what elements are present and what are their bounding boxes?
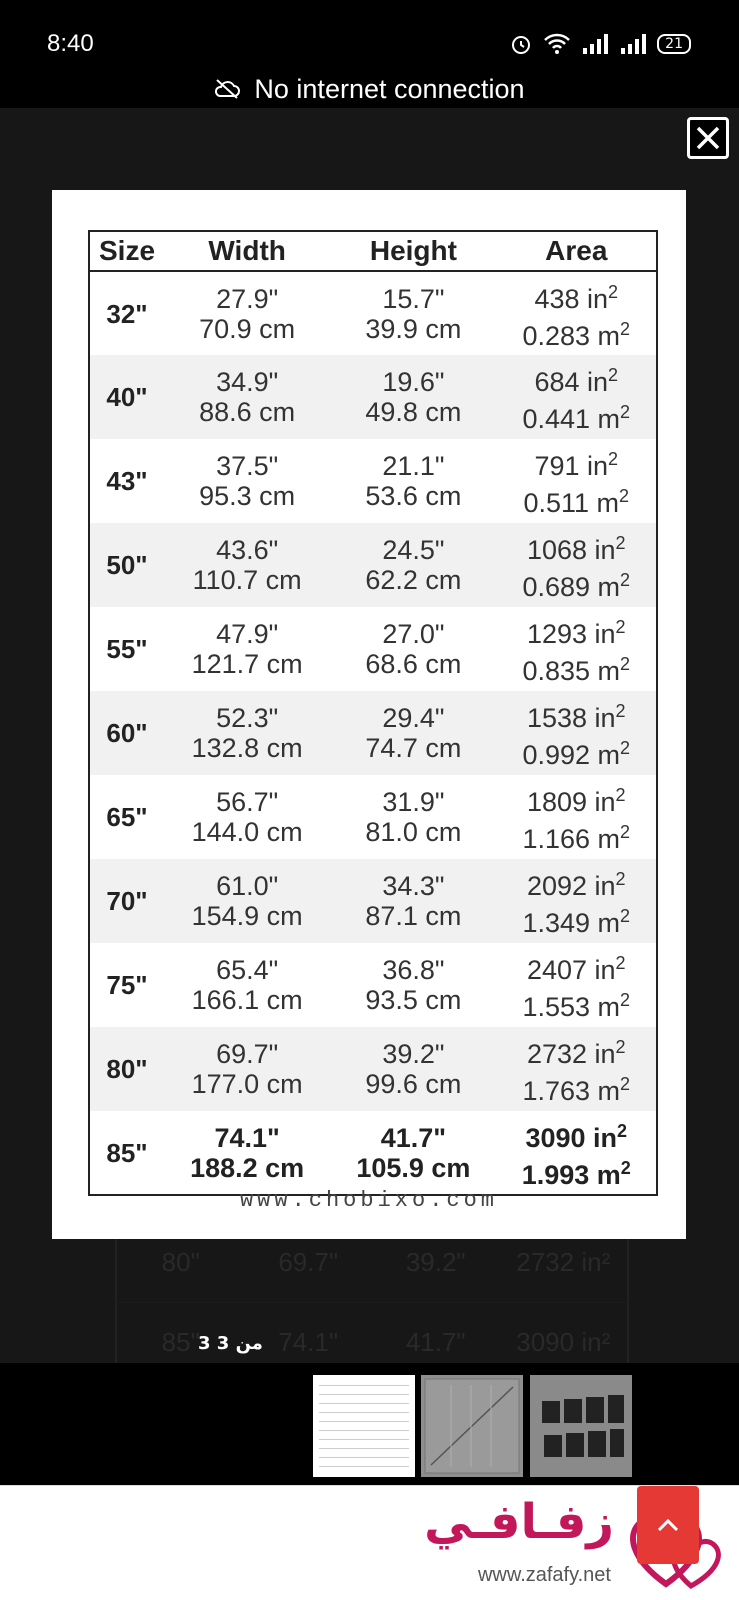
ghost-cell: 74.1" [278, 1327, 339, 1357]
thumb-line [319, 1458, 409, 1467]
cell-area-line: 1.763 m [522, 1076, 621, 1106]
superscript: 2 [620, 738, 631, 758]
thumbnail-1[interactable] [313, 1375, 415, 1477]
thumbnail-strip [0, 1363, 739, 1485]
cell-height-line: 29.4" [382, 703, 445, 733]
cell-height [330, 523, 496, 607]
page-counter: 3 من 3 [198, 1333, 263, 1354]
cell-height-line: 41.7" [380, 1122, 447, 1153]
table-row [89, 859, 657, 943]
superscript: 2 [620, 990, 631, 1010]
superscript: 2 [615, 1037, 626, 1057]
superscript: 2 [615, 617, 626, 637]
table-row [89, 943, 657, 1027]
cell-height-line: 34.3" [382, 871, 445, 901]
table-header-row [89, 231, 657, 271]
cell-width-line: 37.5" [216, 451, 279, 481]
header-width: Width [164, 231, 330, 271]
ghost-cell: 80" [161, 1247, 200, 1277]
superscript: 2 [615, 533, 626, 553]
cell-width-line: 121.7 cm [191, 649, 303, 679]
superscript: 2 [615, 785, 626, 805]
cell-height-line: 15.7" [382, 283, 445, 314]
no-internet-bar [0, 70, 739, 108]
cell-width-line: 95.3 cm [199, 481, 296, 511]
cell-size-line: 50" [106, 550, 148, 580]
ad-url: www.zafafy.net [477, 1564, 611, 1586]
table-row [89, 775, 657, 859]
cell-area-line: 684 in [534, 367, 609, 397]
cell-size-line: 32" [106, 298, 148, 329]
ad-banner[interactable] [0, 1485, 739, 1600]
cell-height-line: 24.5" [382, 535, 445, 565]
scroll-top-button[interactable] [637, 1486, 699, 1564]
thumb-line [319, 1422, 409, 1431]
cell-height-line: 105.9 cm [356, 1152, 471, 1183]
cell-width-line: 177.0 cm [191, 1069, 303, 1099]
cell-height [330, 943, 496, 1027]
superscript: 2 [620, 1157, 631, 1178]
cell-area [497, 439, 657, 523]
cell-size [89, 775, 164, 859]
cell-area [497, 691, 657, 775]
thumb-line [319, 1449, 409, 1458]
table-row [89, 607, 657, 691]
ghost-row [117, 1303, 627, 1363]
cell-width-line: 27.9" [216, 283, 279, 314]
table-row [89, 1111, 657, 1195]
thumbnail-3[interactable] [530, 1375, 632, 1477]
cell-area [497, 523, 657, 607]
cell-height [330, 271, 496, 355]
cell-area-line: 1809 in [526, 787, 616, 817]
cell-height-line: 19.6" [382, 367, 445, 397]
cell-width [164, 943, 330, 1027]
cell-size-line: 40" [106, 382, 148, 412]
cell-size-line: 70" [106, 886, 148, 916]
cell-area-line: 0.441 m [522, 404, 621, 434]
thumb-line [319, 1431, 409, 1440]
cell-width-line: 70.9 cm [199, 313, 296, 344]
cell-area-line: 2732 in [526, 1039, 616, 1069]
cell-width-line: 74.1" [214, 1122, 280, 1153]
cell-width [164, 859, 330, 943]
cell-area-line: 2092 in [526, 871, 616, 901]
table-row [89, 523, 657, 607]
superscript: 2 [615, 953, 626, 973]
battery-icon: 21 [657, 34, 691, 54]
cell-height-line: 81.0 cm [365, 817, 462, 847]
cell-area-line: 1.993 m [521, 1159, 621, 1190]
cell-area-line: 0.835 m [522, 656, 621, 686]
cell-area-line: 0.511 m [523, 488, 620, 518]
cell-size [89, 271, 164, 355]
cell-size [89, 607, 164, 691]
signal-icon [581, 32, 609, 56]
background-page-ghost [115, 1223, 629, 1363]
ghost-cell: 85" [161, 1327, 200, 1357]
cell-width [164, 775, 330, 859]
cell-width-line: 188.2 cm [190, 1152, 305, 1183]
cell-height [330, 859, 496, 943]
cell-area [497, 943, 657, 1027]
cell-height-line: 31.9" [382, 787, 445, 817]
thumb-line [319, 1413, 409, 1422]
cell-width [164, 355, 330, 439]
status-icons [509, 32, 691, 56]
superscript: 2 [615, 701, 626, 721]
cell-height [330, 1027, 496, 1111]
cell-size [89, 691, 164, 775]
cell-height-line: 39.2" [382, 1039, 445, 1069]
cell-size-line: 60" [106, 718, 148, 748]
cell-height-line: 21.1" [382, 451, 445, 481]
cell-area-line: 3090 in [525, 1122, 618, 1153]
header-area: Area [497, 231, 657, 271]
table-row [89, 691, 657, 775]
cell-area [497, 355, 657, 439]
cell-height-line: 36.8" [382, 955, 445, 985]
cell-width-line: 88.6 cm [199, 397, 296, 427]
table-row [89, 355, 657, 439]
cloud-off-icon [214, 78, 240, 100]
cell-width-line: 69.7" [216, 1039, 279, 1069]
ghost-cell: 2732 in² [516, 1247, 611, 1277]
cell-area [497, 775, 657, 859]
cell-area-line: 1068 in [526, 535, 616, 565]
cell-width [164, 1027, 330, 1111]
cell-area-line: 0.283 m [522, 320, 621, 351]
cell-height [330, 1111, 496, 1195]
ghost-cell: 39.2" [405, 1247, 466, 1277]
cell-height-line: 99.6 cm [365, 1069, 462, 1099]
cell-area-line: 2407 in [526, 955, 616, 985]
wifi-icon [543, 32, 571, 56]
ad-brand-name: زفـافـي [424, 1494, 614, 1550]
cell-size-line: 43" [106, 466, 148, 496]
header-height: Height [330, 231, 496, 271]
superscript: 2 [615, 869, 626, 889]
tv-size-chart-image[interactable] [52, 190, 686, 1239]
watermark-url: www.chobixo.com [239, 1188, 499, 1213]
cell-area-line: 0.992 m [522, 740, 621, 770]
cell-area-line: 1.166 m [522, 824, 621, 854]
cell-size-line: 85" [106, 1137, 148, 1168]
cell-height-line: 62.2 cm [365, 565, 462, 595]
superscript: 2 [620, 318, 631, 339]
cell-area-line: 1.349 m [522, 908, 621, 938]
cell-area [497, 1027, 657, 1111]
superscript: 2 [620, 654, 631, 674]
thumb-line [319, 1395, 409, 1404]
cell-height-line: 39.9 cm [365, 313, 462, 344]
cell-width-line: 144.0 cm [191, 817, 303, 847]
table-row [89, 439, 657, 523]
cell-width-line: 47.9" [216, 619, 279, 649]
table-row [89, 271, 657, 355]
cell-height [330, 775, 496, 859]
superscript: 2 [608, 365, 619, 385]
ghost-cell: 69.7" [278, 1247, 339, 1277]
cell-width-line: 154.9 cm [191, 901, 303, 931]
no-internet-text: No internet connection [254, 73, 525, 104]
cell-width-line: 166.1 cm [191, 985, 303, 1015]
cell-width [164, 607, 330, 691]
ghost-cell: 3090 in² [516, 1327, 611, 1357]
cell-area-line: 1293 in [526, 619, 616, 649]
close-button[interactable] [687, 117, 729, 159]
cell-height-line: 53.6 cm [365, 481, 462, 511]
superscript: 2 [620, 1074, 631, 1094]
cell-width-line: 110.7 cm [192, 565, 302, 595]
cell-height [330, 691, 496, 775]
superscript: 2 [617, 1120, 628, 1141]
cell-area-line: 791 in [534, 451, 609, 481]
superscript: 2 [620, 906, 631, 926]
superscript: 2 [619, 486, 630, 506]
cell-height-line: 93.5 cm [365, 985, 462, 1015]
cell-area-line: 0.689 m [522, 572, 621, 602]
cell-width [164, 271, 330, 355]
cell-area-line: 1.553 m [522, 992, 621, 1022]
alarm-icon [509, 32, 533, 56]
cell-area [497, 607, 657, 691]
cell-size-line: 65" [106, 802, 148, 832]
cell-height-line: 49.8 cm [365, 397, 462, 427]
cell-width-line: 61.0" [216, 871, 279, 901]
thumb-line [319, 1404, 409, 1413]
cell-area-line: 1538 in [526, 703, 616, 733]
cell-size-line: 55" [106, 634, 148, 664]
ghost-cell: 41.7" [405, 1327, 466, 1357]
cell-height [330, 439, 496, 523]
superscript: 2 [620, 402, 631, 422]
cell-area [497, 859, 657, 943]
cell-height-line: 74.7 cm [365, 733, 462, 763]
cell-size [89, 1111, 164, 1195]
cell-size [89, 523, 164, 607]
thumbnail-2[interactable] [421, 1375, 523, 1477]
chevron-up-icon [656, 1517, 680, 1533]
cell-width-line: 43.6" [216, 535, 279, 565]
cell-size [89, 355, 164, 439]
status-time: 8:40 [47, 30, 94, 57]
cell-size-line: 80" [106, 1054, 148, 1084]
cell-area [497, 1111, 657, 1195]
cell-area [497, 271, 657, 355]
cell-width-line: 34.9" [216, 367, 279, 397]
table-body [89, 271, 657, 1195]
thumb-line [319, 1386, 409, 1395]
thumb-line [319, 1377, 409, 1386]
cell-height [330, 355, 496, 439]
superscript: 2 [620, 570, 631, 590]
cell-size-line: 75" [106, 970, 148, 1000]
cell-height-line: 27.0" [382, 619, 445, 649]
cell-width-line: 132.8 cm [191, 733, 303, 763]
cell-width-line: 56.7" [216, 787, 279, 817]
superscript: 2 [620, 822, 631, 842]
cell-width-line: 52.3" [216, 703, 279, 733]
superscript: 2 [608, 449, 619, 469]
cell-width-line: 65.4" [216, 955, 279, 985]
thumbnail-tvs-icon [530, 1375, 632, 1477]
signal-icon-2 [619, 32, 647, 56]
cell-width [164, 1111, 330, 1195]
thumbnail-diagram-icon [421, 1375, 523, 1477]
cell-area-line: 438 in [534, 283, 609, 314]
close-icon [694, 124, 722, 152]
ad-content [40, 1486, 739, 1600]
cell-size [89, 1027, 164, 1111]
table-row [89, 1027, 657, 1111]
cell-height-line: 87.1 cm [365, 901, 462, 931]
cell-width [164, 523, 330, 607]
cell-size [89, 859, 164, 943]
cell-height-line: 68.6 cm [365, 649, 462, 679]
thumb-line [319, 1440, 409, 1449]
cell-height [330, 607, 496, 691]
cell-width [164, 439, 330, 523]
superscript: 2 [608, 281, 619, 302]
cell-size [89, 439, 164, 523]
header-size: Size [89, 231, 164, 271]
cell-size [89, 943, 164, 1027]
cell-width [164, 691, 330, 775]
tv-size-table [88, 230, 658, 1196]
